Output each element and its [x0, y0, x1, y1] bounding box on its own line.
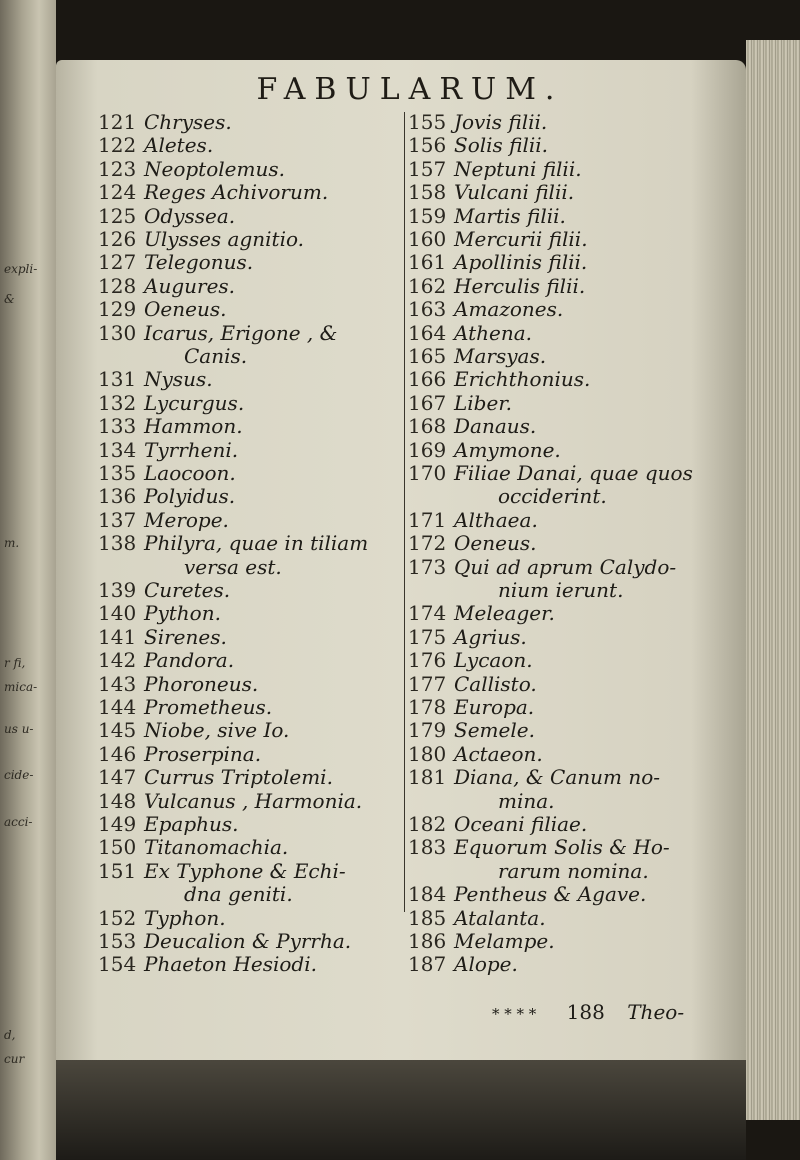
- index-entry: [98, 180, 328, 204]
- entry-title: Europa.: [454, 695, 535, 719]
- entry-title: Herculis filii.: [454, 273, 586, 298]
- entry-title: Qui ad aprum Calydo-: [454, 554, 677, 579]
- index-entry: [408, 882, 646, 906]
- entry-number: 184: [408, 882, 447, 907]
- margin-fragment: mica-: [4, 680, 38, 694]
- index-entry: [408, 414, 536, 438]
- entry-number: 150: [98, 835, 137, 860]
- index-entry: [408, 672, 537, 696]
- entry-title: Semele.: [454, 718, 535, 743]
- entry-number: 154: [98, 952, 137, 977]
- index-entry: [408, 555, 676, 579]
- entry-title: Marsyas.: [454, 344, 547, 368]
- entry-title: Vulcani filii.: [454, 180, 575, 205]
- index-entry: [408, 391, 512, 415]
- entry-number: 187: [408, 952, 447, 977]
- entry-title: Solis filii.: [454, 133, 549, 158]
- entry-title: Laocoon.: [144, 461, 236, 485]
- margin-fragment: cur: [4, 1052, 25, 1066]
- catchline: [492, 1000, 684, 1024]
- entry-number: 167: [408, 390, 447, 415]
- margin-fragment: acci-: [4, 815, 33, 829]
- entry-number: 134: [98, 437, 137, 462]
- entry-number: 122: [98, 133, 137, 158]
- entry-title: Alope.: [454, 952, 518, 977]
- entry-title: Amazones.: [454, 297, 564, 322]
- index-entry: [98, 227, 304, 251]
- entry-title: Martis filii.: [454, 203, 566, 228]
- margin-fragment: m.: [4, 536, 20, 550]
- entry-number: 141: [98, 624, 137, 649]
- entry-number: 149: [98, 812, 137, 836]
- entry-title: Typhon.: [144, 905, 226, 930]
- entry-title: Jovis filii.: [454, 110, 548, 134]
- index-entry: [408, 297, 563, 321]
- entry-title: Filiae Danai, quae quos: [454, 461, 693, 485]
- entry-number: 168: [408, 414, 447, 439]
- entry-title: Neptuni filii.: [454, 156, 582, 181]
- entry-title: Amymone.: [454, 437, 561, 462]
- entry-title: Agrius.: [454, 624, 527, 649]
- index-entry: [408, 835, 670, 859]
- entry-number: 127: [98, 250, 137, 275]
- index-entry: [98, 204, 235, 228]
- entry-title: Currus Triptolemi.: [144, 765, 333, 790]
- entry-title: Mercurii filii.: [454, 227, 588, 251]
- index-entry: [408, 227, 588, 251]
- entry-title: Titanomachia.: [144, 835, 289, 860]
- index-entry: [408, 157, 582, 181]
- index-entry: [98, 391, 244, 415]
- entry-number: 180: [408, 741, 447, 766]
- index-entry: [98, 812, 239, 836]
- entry-number: 176: [408, 648, 447, 673]
- entry-number: 166: [408, 367, 447, 392]
- entry-number: 165: [408, 344, 447, 368]
- index-entry: [408, 438, 561, 462]
- margin-fragment: us u-: [4, 722, 34, 736]
- index-entry: [408, 906, 546, 930]
- entry-number: 174: [408, 601, 447, 626]
- index-entry: [98, 274, 235, 298]
- entry-title: Merope.: [144, 507, 229, 532]
- index-entry: [98, 484, 235, 508]
- entry-number: 146: [98, 741, 137, 766]
- entry-number: 126: [98, 227, 137, 251]
- entry-number: 155: [408, 110, 447, 134]
- entry-number: 144: [98, 695, 137, 719]
- entry-number: 156: [408, 133, 447, 158]
- entry-title: Philyra, quae in tiliam: [144, 531, 369, 556]
- entry-number: 164: [408, 320, 447, 345]
- index-entry: [98, 578, 230, 602]
- entry-title: Diana, & Canum no-: [454, 765, 661, 790]
- entry-title: Curetes.: [144, 578, 231, 602]
- entry-number: 178: [408, 695, 447, 719]
- entry-number: 171: [408, 507, 447, 532]
- index-entry: [98, 648, 234, 672]
- entry-number: 121: [98, 110, 137, 134]
- column-divider: [404, 112, 405, 912]
- entry-number: 143: [98, 671, 137, 696]
- entry-title: Callisto.: [454, 671, 537, 696]
- page-shadow: [56, 1060, 746, 1160]
- index-entry: [408, 461, 693, 485]
- entry-title: Althaea.: [454, 507, 538, 532]
- entry-number: 179: [408, 718, 447, 743]
- margin-fragment: cide-: [4, 768, 34, 782]
- entry-title: Phaeton Hesiodi.: [144, 952, 317, 977]
- entry-number: 147: [98, 765, 137, 790]
- index-entry: [98, 438, 238, 462]
- entry-number: 138: [98, 531, 137, 556]
- entry-title: Actaeon.: [454, 741, 543, 766]
- entry-title: Vulcanus , Harmonia.: [144, 788, 363, 813]
- index-entry: [98, 321, 337, 345]
- index-entry: [408, 695, 534, 719]
- index-entry: [408, 110, 547, 134]
- index-entry: [98, 952, 317, 976]
- entry-continuation: Canis.: [184, 344, 248, 368]
- index-entry: [408, 508, 538, 532]
- index-entry: [98, 250, 253, 274]
- running-header: FABULARUM.: [256, 72, 564, 107]
- entry-number: 152: [98, 905, 137, 930]
- entry-title: Pandora.: [144, 648, 235, 673]
- entry-number: 131: [98, 367, 137, 392]
- margin-fragment: expli-: [4, 262, 38, 276]
- entry-title: Athena.: [454, 320, 533, 345]
- catchline-word: Theo-: [627, 1000, 685, 1024]
- index-entry: [408, 204, 566, 228]
- entry-title: Nysus.: [144, 367, 213, 392]
- index-entry: [408, 929, 555, 953]
- entry-number: 130: [98, 320, 137, 345]
- catchline-number: 188: [566, 1000, 605, 1024]
- entry-title: Liber.: [454, 390, 513, 415]
- index-entry: [98, 297, 226, 321]
- index-entry: [408, 742, 543, 766]
- entry-number: 181: [408, 765, 447, 790]
- entry-number: 132: [98, 390, 137, 415]
- entry-number: 159: [408, 203, 447, 228]
- index-entry: [408, 952, 518, 976]
- entry-title: Oeneus.: [454, 531, 537, 556]
- index-entry: [98, 929, 351, 953]
- entry-continuation: rarum nomina.: [498, 858, 649, 883]
- entry-continuation: mina.: [498, 788, 555, 813]
- index-entry: [408, 344, 546, 368]
- index-entry: [98, 133, 213, 157]
- index-entry: [98, 765, 333, 789]
- entry-number: 151: [98, 858, 137, 883]
- entry-title: Sirenes.: [144, 624, 227, 649]
- entry-title: Prometheus.: [144, 695, 273, 719]
- index-entry: [408, 648, 533, 672]
- entry-number: 186: [408, 929, 447, 953]
- entry-number: 162: [408, 273, 447, 298]
- page-edges: [746, 40, 800, 1120]
- entry-title: Reges Achivorum.: [144, 180, 329, 205]
- entry-title: Proserpina.: [144, 741, 262, 766]
- entry-title: Python.: [144, 601, 221, 626]
- index-entry: [98, 672, 258, 696]
- index-entry: [408, 274, 585, 298]
- entry-title: Lycurgus.: [144, 390, 245, 415]
- entry-title: Niobe, sive Io.: [144, 718, 290, 743]
- catchline-stars: * * * *: [492, 1005, 537, 1023]
- entry-number: 183: [408, 835, 447, 860]
- entry-continuation: versa est.: [184, 554, 282, 579]
- entry-number: 157: [408, 156, 447, 181]
- entry-number: 177: [408, 671, 447, 696]
- entry-number: 136: [98, 484, 137, 509]
- entry-number: 175: [408, 624, 447, 649]
- index-entry: [98, 601, 221, 625]
- entry-title: Phoroneus.: [144, 671, 259, 696]
- index-entry: [408, 812, 587, 836]
- entry-number: 170: [408, 461, 447, 485]
- entry-number: 172: [408, 531, 447, 556]
- entry-title: Danaus.: [454, 414, 537, 439]
- entry-number: 148: [98, 788, 137, 813]
- entry-title: Melampe.: [454, 929, 555, 953]
- entry-number: 139: [98, 578, 137, 602]
- index-entry: [408, 133, 548, 157]
- entry-title: Epaphus.: [144, 812, 239, 836]
- entry-title: Atalanta.: [454, 905, 546, 930]
- entry-title: Erichthonius.: [454, 367, 591, 392]
- index-entry: [408, 765, 660, 789]
- entry-title: Ex Typhone & Echi-: [144, 858, 346, 883]
- entry-number: 135: [98, 461, 137, 485]
- entry-number: 185: [408, 905, 447, 930]
- index-entry: [98, 508, 229, 532]
- index-entry: [98, 157, 285, 181]
- entry-title: Ulysses agnitio.: [144, 227, 305, 251]
- index-entry: [98, 110, 232, 134]
- entry-title: Neoptolemus.: [144, 156, 285, 181]
- entry-title: Pentheus & Agave.: [454, 882, 647, 907]
- entry-number: 160: [408, 227, 447, 251]
- entry-number: 145: [98, 718, 137, 743]
- entry-title: Equorum Solis & Ho-: [454, 835, 670, 860]
- margin-fragment: &: [4, 292, 15, 306]
- entry-title: Icarus, Erigone , &: [144, 320, 338, 345]
- index-entry: [98, 625, 227, 649]
- entry-continuation: occiderint.: [498, 484, 607, 509]
- entry-continuation: nium ierunt.: [498, 578, 624, 602]
- index-entry: [98, 835, 288, 859]
- index-entry: [408, 718, 535, 742]
- entry-title: Deucalion & Pyrrha.: [144, 929, 352, 953]
- entry-number: 133: [98, 414, 137, 439]
- entry-title: Telegonus.: [144, 250, 254, 275]
- index-entry: [408, 625, 527, 649]
- index-entry: [408, 250, 587, 274]
- entry-number: 182: [408, 812, 447, 836]
- index-entry: [408, 321, 532, 345]
- entry-title: Oceani filiae.: [454, 812, 588, 836]
- index-entry: [408, 180, 574, 204]
- entry-title: Apollinis filii.: [454, 250, 588, 275]
- entry-title: Polyidus.: [144, 484, 236, 509]
- index-entry: [98, 718, 289, 742]
- entry-title: Hammon.: [144, 414, 243, 439]
- entry-title: Aletes.: [144, 133, 214, 158]
- entry-number: 161: [408, 250, 447, 275]
- entry-number: 124: [98, 180, 137, 205]
- index-entry: [98, 859, 346, 883]
- entry-title: Tyrrheni.: [144, 437, 239, 462]
- entry-number: 137: [98, 507, 137, 532]
- entry-number: 128: [98, 273, 137, 298]
- entry-number: 140: [98, 601, 137, 626]
- index-entry: [98, 695, 272, 719]
- entry-title: Odyssea.: [144, 203, 236, 228]
- entry-number: 163: [408, 297, 447, 322]
- entry-number: 125: [98, 203, 137, 228]
- index-entry: [408, 601, 555, 625]
- index-entry: [98, 531, 368, 555]
- index-entry: [98, 367, 213, 391]
- index-entry: [408, 531, 536, 555]
- margin-fragment: d,: [4, 1028, 16, 1042]
- index-entry: [408, 367, 590, 391]
- entry-number: 142: [98, 648, 137, 673]
- entry-number: 169: [408, 437, 447, 462]
- index-entry: [98, 906, 226, 930]
- index-entry: [98, 742, 261, 766]
- entry-number: 129: [98, 297, 137, 322]
- index-entry: [98, 461, 236, 485]
- index-entry: [98, 414, 243, 438]
- entry-title: Augures.: [144, 273, 236, 298]
- margin-fragment: r fi,: [4, 656, 26, 670]
- entry-title: Chryses.: [144, 110, 232, 134]
- entry-number: 153: [98, 929, 137, 953]
- entry-number: 158: [408, 180, 447, 205]
- previous-page-edge: [0, 0, 56, 1160]
- entry-number: 123: [98, 156, 137, 181]
- entry-title: Oeneus.: [144, 297, 227, 322]
- entry-title: Lycaon.: [454, 648, 533, 673]
- index-entry: [98, 789, 362, 813]
- entry-continuation: dna geniti.: [184, 882, 293, 907]
- entry-number: 173: [408, 554, 447, 579]
- entry-title: Meleager.: [454, 601, 555, 626]
